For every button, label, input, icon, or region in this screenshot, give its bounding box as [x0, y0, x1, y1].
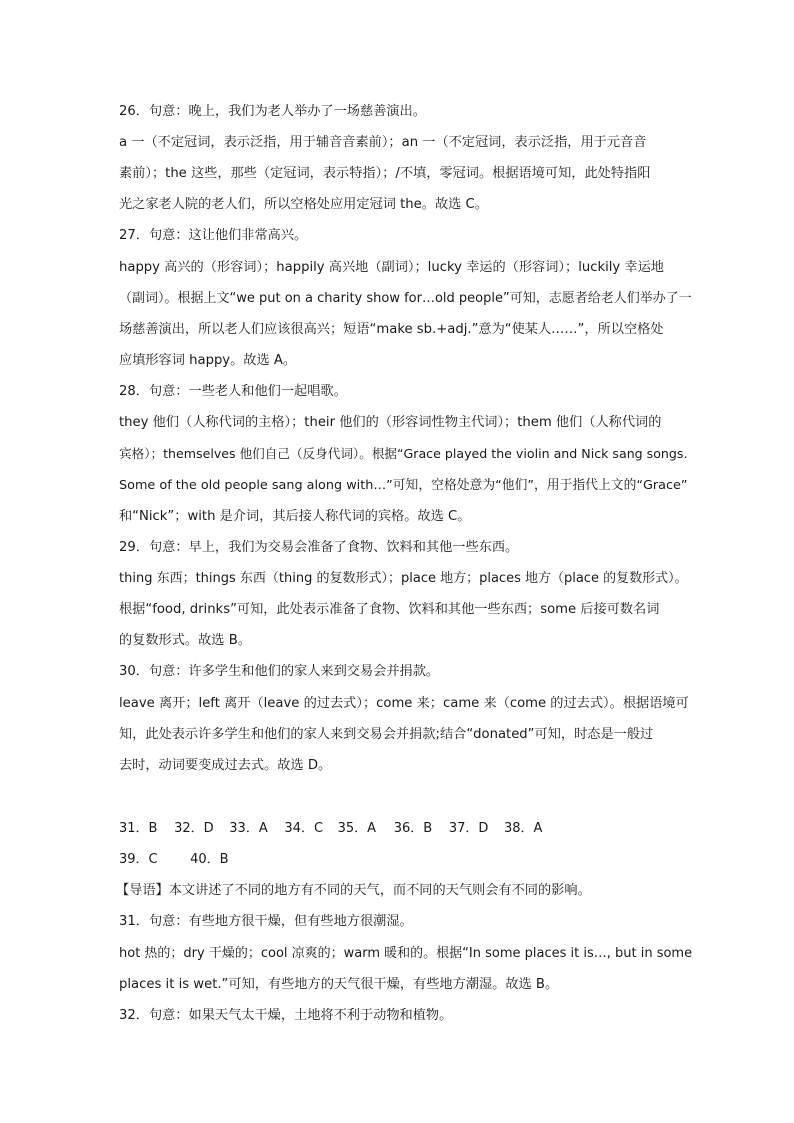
q31-explanation-line-2: places it is wet.”可知，有些地方的天气很干燥，有些地方潮湿。故选 B。: [119, 977, 559, 992]
q28-heading: 28．句意：一些老人和他们一起唱歌。: [119, 384, 347, 399]
answer-40: 40．B: [190, 852, 229, 867]
answer-38: 38．A: [503, 821, 543, 836]
q29-explanation-line-1: thing 东西；things 东西（thing 的复数形式）；place 地方；places 地方（place 的复数形式）。: [119, 571, 688, 586]
answer-31: 31．B: [119, 821, 158, 836]
q30-explanation-line-2: 知，此处表示许多学生和他们的家人来到交易会并捐款;结合“donated”可知，时态是一般过: [119, 727, 654, 742]
q30-explanation-line-3: 去时，动词要变成过去式。故选 D。: [119, 758, 332, 773]
q30-explanation-line-1: leave 离开；left 离开（leave 的过去式）；come 来；came 来（come 的过去式）。根据语境可: [119, 696, 689, 711]
q27-explanation-line-2: （副词）。根据上文“we put on a charity show for…old people”可知，志愿者给老人们举办了一: [119, 291, 692, 306]
q28-explanation-line-2: 宾格）；themselves 他们自己（反身代词）。根据“Grace played the violin and Nick sang songs.: [119, 446, 688, 461]
reading-guide: 【导语】本文讲述了不同的地方有不同的天气，而不同的天气则会有不同的影响。: [116, 883, 591, 898]
q28-explanation-line-4: 和“Nick”；with 是介词，其后接人称代词的宾格。故选 C。: [119, 509, 471, 524]
answer-39: 39．C: [119, 852, 158, 867]
answer-key-row-2: [119, 850, 230, 870]
answer-32: 32．D: [174, 821, 214, 836]
q26-explanation-line-2: 素前）；the 这些，那些（定冠词，表示特指）；/不填，零冠词。根据语境可知，此处特指阳: [119, 166, 651, 181]
answer-35: 35．A: [337, 821, 376, 836]
q29-heading: 29．句意：早上，我们为交易会准备了食物、饮料和其他一些东西。: [119, 540, 519, 555]
q27-explanation-line-1: happy 高兴的（形容词）；happily 高兴地（副词）；lucky 幸运的（形容词）；luckily 幸运地: [119, 260, 664, 275]
q31-explanation-line-1: hot 热的；dry 干燥的；cool 凉爽的；warm 暖和的。根据“In some places it is…, but in some: [119, 946, 693, 961]
answer-36: 36．B: [393, 821, 433, 836]
q31-heading: 31．句意：有些地方很干燥，但有些地方很潮湿。: [119, 914, 413, 929]
q32-heading: 32．句意：如果天气太干燥，土地将不利于动物和植物。: [119, 1008, 453, 1023]
q26-explanation-line-1: a 一（不定冠词，表示泛指，用于辅音音素前）；an 一（不定冠词，表示泛指，用于元音音: [119, 135, 647, 150]
q28-explanation-line-3: Some of the old people sang along with…”可知，空格处意为“他们”，用于指代上文的“Grace”: [119, 478, 688, 493]
q27-heading: 27．句意：这让他们非常高兴。: [119, 228, 308, 243]
q26-explanation-line-3: 光之家老人院的老人们，所以空格处应用定冠词 the。故选 C。: [119, 197, 488, 212]
q29-explanation-line-3: 的复数形式。故选 B。: [119, 633, 251, 648]
q27-explanation-line-4: 应填形容词 happy。故选 A。: [119, 353, 297, 368]
q30-heading: 30．句意：许多学生和他们的家人来到交易会并捐款。: [119, 664, 440, 679]
answer-key-row-1: [119, 819, 544, 839]
q27-explanation-line-3: 场慈善演出，所以老人们应该很高兴；短语“make sb.+adj.”意为“使某人……”，所以空格处: [119, 322, 664, 337]
answer-33: 33．A: [229, 821, 268, 836]
q28-explanation-line-1: they 他们（人称代词的主格）；their 他们的（形容词性物主代词）；them 他们（人称代词的: [119, 415, 662, 430]
answer-34: 34．C: [284, 821, 324, 836]
answer-37: 37．D: [448, 821, 489, 836]
q29-explanation-line-2: 根据“food, drinks”可知，此处表示准备了食物、饮料和其他一些东西；some 后接可数名词: [119, 602, 660, 617]
q26-heading: 26．句意：晚上，我们为老人举办了一场慈善演出。: [119, 104, 426, 119]
